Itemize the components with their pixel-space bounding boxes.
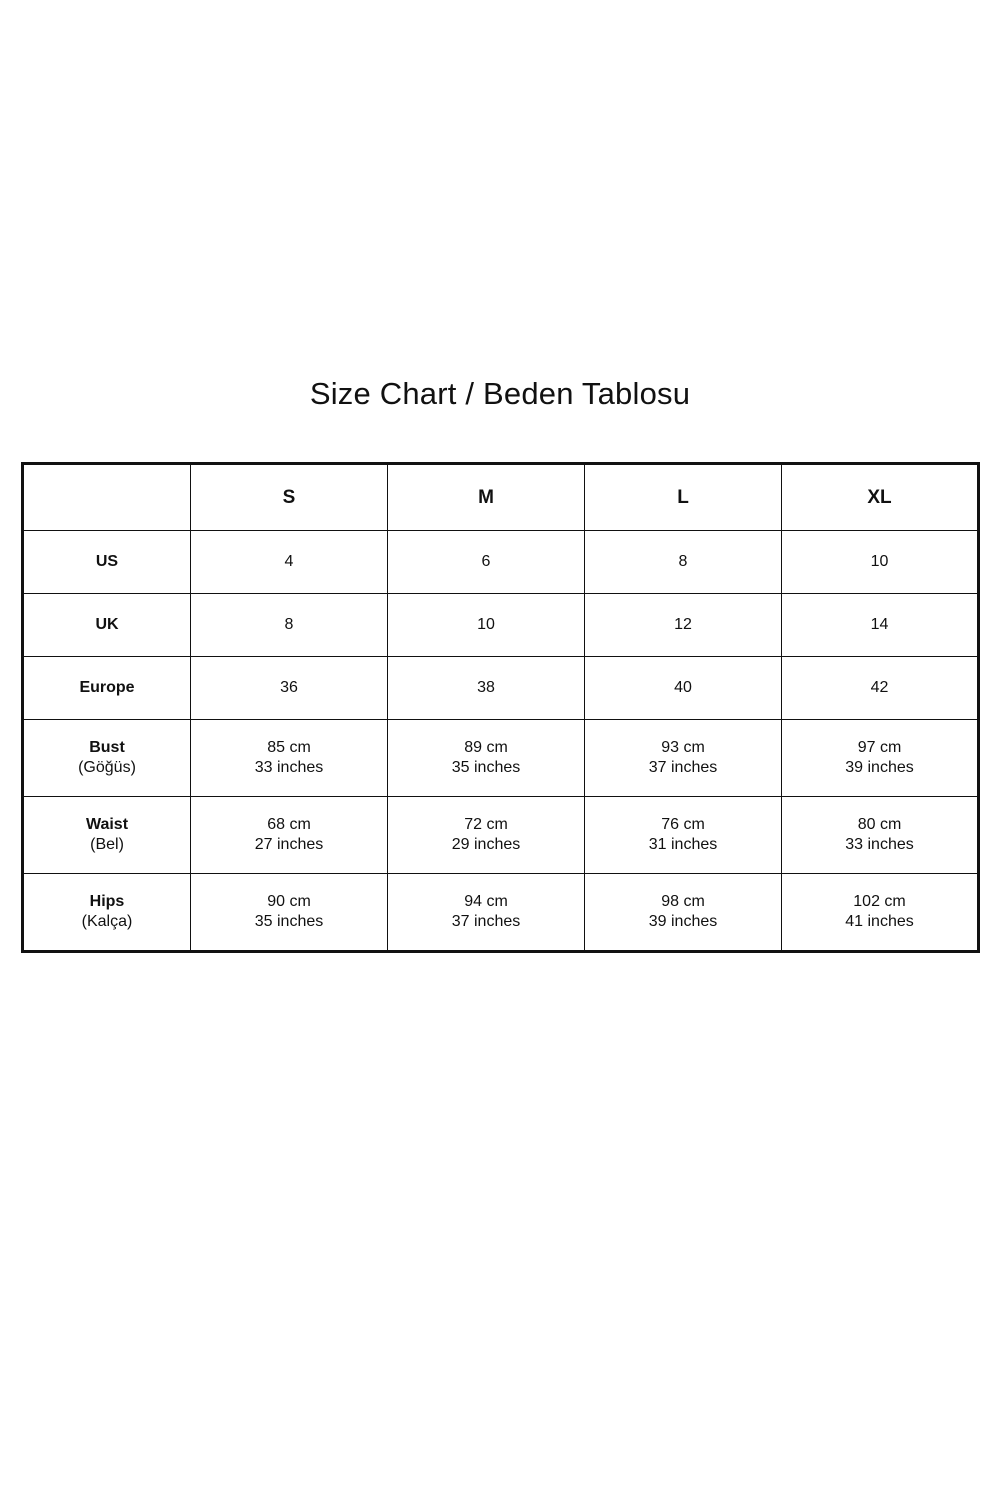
cell-hips-s-cm: 90 cm — [267, 893, 311, 910]
cell-waist-xl-in: 33 inches — [845, 836, 914, 853]
cell-waist-l-in: 31 inches — [648, 836, 718, 853]
cell-uk-l: 12 — [585, 594, 782, 657]
cell-waist-l — [585, 797, 782, 874]
cell-waist-xl-cm: 80 cm — [857, 816, 902, 833]
row-label-hips — [23, 874, 191, 952]
column-header-s: S — [191, 464, 388, 531]
row-label-us: US — [23, 531, 191, 594]
cell-bust-m-in: 35 inches — [451, 759, 521, 776]
cell-bust-s-cm: 85 cm — [267, 739, 311, 756]
row-label-bust — [23, 720, 191, 797]
cell-waist-m — [388, 797, 585, 874]
cell-us-s: 4 — [191, 531, 388, 594]
cell-waist-s-in: 27 inches — [254, 836, 324, 853]
cell-waist-m-cm: 72 cm — [464, 816, 508, 833]
row-label-bust-en: Bust — [89, 739, 125, 756]
column-header-m: M — [388, 464, 585, 531]
row-label-hips-en: Hips — [89, 893, 125, 910]
cell-bust-l — [585, 720, 782, 797]
cell-us-xl: 10 — [782, 531, 979, 594]
table-row — [23, 874, 979, 952]
table-row — [23, 531, 979, 594]
cell-europe-s: 36 — [191, 657, 388, 720]
cell-hips-l — [585, 874, 782, 952]
page-title: Size Chart / Beden Tablosu — [309, 376, 691, 411]
column-header-xl: XL — [782, 464, 979, 531]
cell-bust-l-in: 37 inches — [648, 759, 718, 776]
cell-bust-m — [388, 720, 585, 797]
table-row — [23, 797, 979, 874]
cell-hips-m — [388, 874, 585, 952]
table-row — [23, 657, 979, 720]
row-label-waist — [23, 797, 191, 874]
row-label-europe: Europe — [23, 657, 191, 720]
cell-bust-l-cm: 93 cm — [661, 739, 705, 756]
cell-hips-s-in: 35 inches — [254, 913, 324, 930]
cell-bust-s — [191, 720, 388, 797]
table-row — [23, 594, 979, 657]
cell-hips-l-cm: 98 cm — [661, 893, 705, 910]
table-corner-cell — [23, 464, 191, 531]
row-label-uk: UK — [23, 594, 191, 657]
size-table-container — [21, 462, 979, 953]
cell-hips-xl-in: 41 inches — [845, 913, 914, 930]
table-header-row — [23, 464, 979, 531]
row-label-waist-tr: (Bel) — [90, 836, 124, 853]
cell-bust-xl-cm: 97 cm — [857, 739, 902, 756]
cell-hips-l-in: 39 inches — [648, 913, 718, 930]
cell-waist-m-in: 29 inches — [451, 836, 521, 853]
table-row — [23, 720, 979, 797]
cell-waist-s — [191, 797, 388, 874]
cell-us-m: 6 — [388, 531, 585, 594]
row-label-waist-en: Waist — [85, 816, 129, 833]
cell-europe-l: 40 — [585, 657, 782, 720]
row-label-bust-tr: (Göğüs) — [78, 759, 136, 776]
cell-europe-xl: 42 — [782, 657, 979, 720]
cell-bust-xl — [782, 720, 979, 797]
cell-hips-xl — [782, 874, 979, 952]
cell-waist-s-cm: 68 cm — [267, 816, 311, 833]
column-header-l: L — [585, 464, 782, 531]
cell-bust-xl-in: 39 inches — [845, 759, 914, 776]
cell-hips-m-cm: 94 cm — [464, 893, 508, 910]
row-label-hips-tr: (Kalça) — [81, 913, 133, 930]
cell-bust-s-in: 33 inches — [254, 759, 324, 776]
cell-uk-m: 10 — [388, 594, 585, 657]
cell-us-l: 8 — [585, 531, 782, 594]
size-chart-table — [21, 462, 980, 953]
cell-hips-xl-cm: 102 cm — [853, 893, 906, 910]
cell-bust-m-cm: 89 cm — [464, 739, 508, 756]
cell-hips-m-in: 37 inches — [451, 913, 521, 930]
cell-europe-m: 38 — [388, 657, 585, 720]
cell-waist-xl — [782, 797, 979, 874]
cell-hips-s — [191, 874, 388, 952]
cell-uk-xl: 14 — [782, 594, 979, 657]
cell-uk-s: 8 — [191, 594, 388, 657]
cell-waist-l-cm: 76 cm — [661, 816, 705, 833]
